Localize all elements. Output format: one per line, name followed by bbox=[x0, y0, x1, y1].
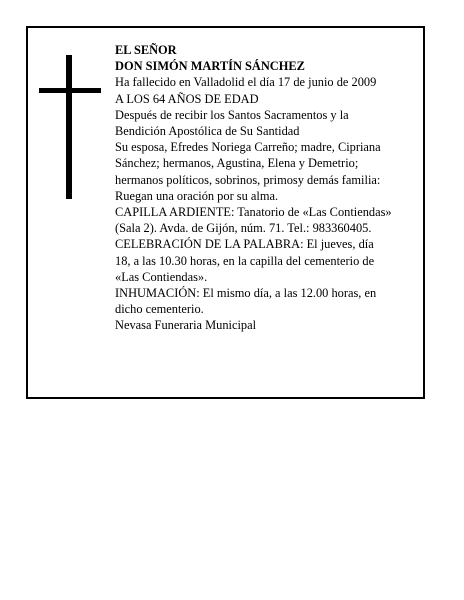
cross-icon bbox=[39, 55, 101, 199]
chapel-line: CAPILLA ARDIENTE: Tanatorio de «Las Contiendas» bbox=[115, 205, 392, 220]
family-line: Su esposa, Efredes Noriega Carreño; madre, Cipriana bbox=[115, 140, 381, 155]
celebration-line: «Las Contiendas». bbox=[115, 269, 208, 284]
notice-title: EL SEÑOR bbox=[115, 43, 177, 57]
burial-line: dicho cementerio. bbox=[115, 302, 204, 317]
family-line: hermanos políticos, sobrinos, primosy demás familia: bbox=[115, 172, 381, 187]
family-line: Sánchez; hermanos, Agustina, Elena y Demetrio; bbox=[115, 156, 359, 171]
celebration-line: 18, a las 10.30 horas, en la capilla del cementerio de bbox=[115, 253, 375, 268]
obituary-notice bbox=[26, 26, 425, 399]
chapel-line: (Sala 2). Avda. de Gijón, núm. 71. Tel.: 983360405. bbox=[115, 221, 372, 236]
funeral-home-line: Nevasa Funeraria Municipal bbox=[115, 318, 257, 333]
sacraments-line: Después de recibir los Santos Sacramentos y la bbox=[115, 107, 349, 122]
death-date-line: Ha fallecido en Valladolid el día 17 de junio de 2009 bbox=[115, 75, 377, 90]
deceased-name: DON SIMÓN MARTÍN SÁNCHEZ bbox=[115, 59, 305, 74]
sacraments-line: Bendición Apostólica de Su Santidad bbox=[115, 124, 300, 139]
celebration-line: CELEBRACIÓN DE LA PALABRA: El jueves, día bbox=[115, 237, 374, 252]
prayer-line: Ruegan una oración por su alma. bbox=[115, 188, 279, 203]
age-line: A LOS 64 AÑOS DE EDAD bbox=[115, 91, 259, 106]
obituary-text bbox=[115, 42, 425, 334]
cross-vertical-bar bbox=[66, 55, 72, 199]
cross-horizontal-bar bbox=[39, 88, 101, 93]
burial-line: INHUMACIÓN: El mismo día, a las 12.00 horas, en bbox=[115, 286, 377, 301]
